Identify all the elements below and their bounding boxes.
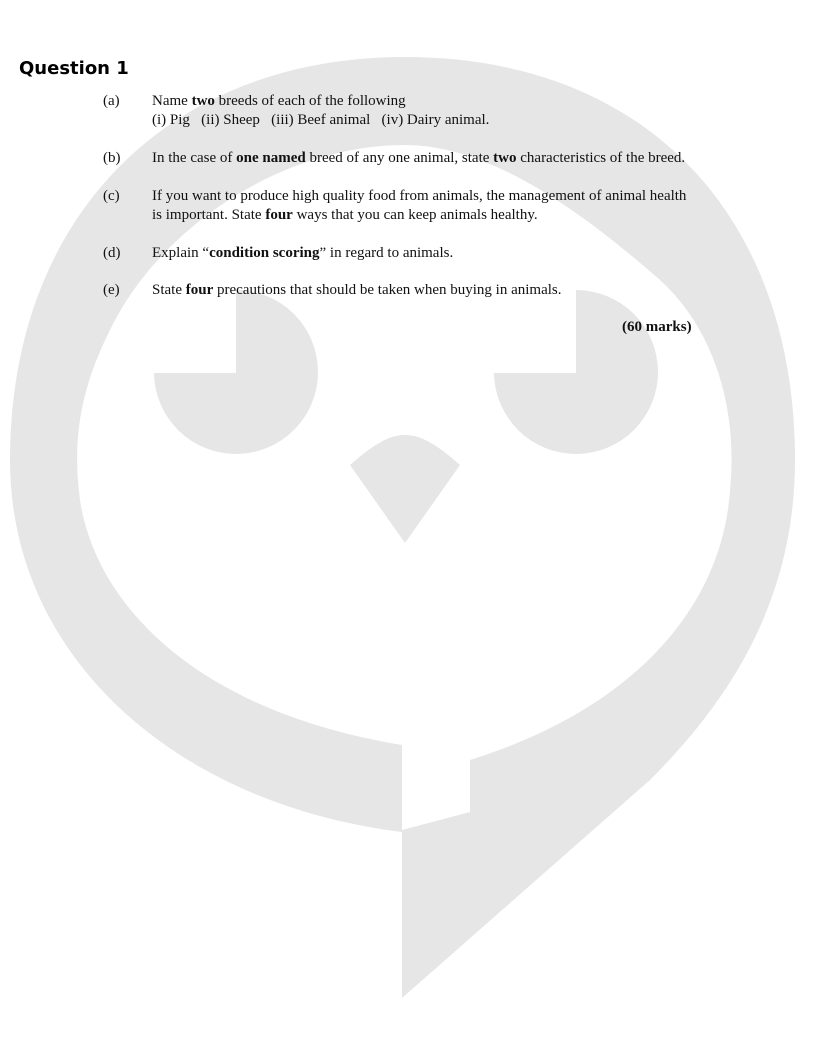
part-text-line: (i) Pig (ii) Sheep (iii) Beef animal (iv) Dairy animal. xyxy=(152,112,490,128)
part-label: (a) xyxy=(103,93,120,109)
question-part-e xyxy=(103,281,763,300)
question-part-a xyxy=(103,92,763,130)
part-text-line: If you want to produce high quality food from animals, the management of animal health xyxy=(152,188,687,204)
part-text-line: is important. State four ways that you can keep animals healthy. xyxy=(152,207,538,223)
part-label: (e) xyxy=(103,282,120,298)
watermark-beak xyxy=(350,435,460,543)
part-label: (d) xyxy=(103,245,121,261)
part-text-line: Name two breeds of each of the following xyxy=(152,93,406,109)
part-text-line: State four precautions that should be taken when buying in animals. xyxy=(152,282,562,298)
watermark-right-eye xyxy=(494,290,658,454)
watermark-left-eye xyxy=(154,290,318,454)
part-text-line: In the case of one named breed of any one animal, state two characteristics of the breed. xyxy=(152,150,686,166)
question-part-d xyxy=(103,244,763,263)
part-label: (c) xyxy=(103,188,120,204)
marks-total: (60 marks) xyxy=(622,319,692,335)
part-text-line: Explain “condition scoring” in regard to animals. xyxy=(152,245,454,261)
question-title: Question 1 xyxy=(19,58,129,79)
question-part-b xyxy=(103,149,763,168)
question-part-c xyxy=(103,187,763,225)
part-label: (b) xyxy=(103,150,121,166)
